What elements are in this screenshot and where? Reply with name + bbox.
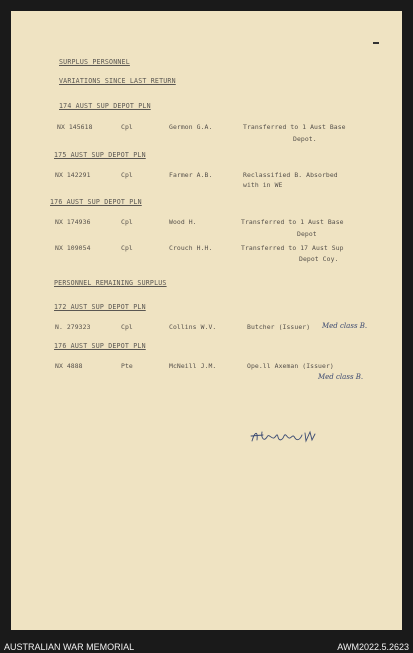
archive-footer	[0, 630, 413, 653]
entry-number: N. 279323	[55, 323, 91, 331]
entry-remark-cont: Depot.	[293, 135, 317, 143]
entry-rank: Cpl	[121, 323, 133, 331]
entry-name: Wood H.	[169, 218, 197, 226]
document-page	[11, 11, 402, 630]
entry-rank: Cpl	[121, 123, 133, 131]
footer-accession-number: AWM2022.5.2623	[337, 642, 409, 652]
entry-name: Crouch H.H.	[169, 244, 213, 252]
entry-number: NX 109054	[55, 244, 91, 252]
section-title: SURPLUS PERSONNEL	[59, 58, 130, 66]
entry-rank: Cpl	[121, 171, 133, 179]
entry-name: McNeill J.M.	[169, 362, 217, 370]
remaining-title: PERSONNEL REMAINING SURPLUS	[54, 279, 167, 287]
group-heading-175: 175 AUST SUP DEPOT PLN	[54, 151, 146, 159]
entry-name: Collins W.V.	[169, 323, 217, 331]
entry-number: NX 174936	[55, 218, 91, 226]
entry-remark: Transferred to 1 Aust Base	[243, 123, 346, 131]
entry-remark: Butcher (Issuer)	[247, 323, 311, 331]
handwritten-annotation: Med class B.	[322, 322, 368, 330]
entry-rank: Cpl	[121, 218, 133, 226]
footer-institution: AUSTRALIAN WAR MEMORIAL	[4, 642, 135, 652]
entry-remark: Reclassified B. Absorbed	[243, 171, 338, 179]
entry-remark-cont: with in WE	[243, 181, 283, 189]
group-heading-176-remaining: 176 AUST SUP DEPOT PLN	[54, 342, 146, 350]
group-heading-176: 176 AUST SUP DEPOT PLN	[50, 198, 142, 206]
entry-remark-cont: Depot	[297, 230, 317, 238]
entry-number: NX 4888	[55, 362, 83, 370]
entry-remark: Ope.ll Axeman (Issuer)	[247, 362, 334, 370]
group-heading-172: 172 AUST SUP DEPOT PLN	[54, 303, 146, 311]
entry-number: NX 145618	[57, 123, 93, 131]
entry-remark: Transferred to 1 Aust Base	[241, 218, 344, 226]
variations-subtitle: VARIATIONS SINCE LAST RETURN	[59, 77, 176, 85]
signature	[249, 429, 321, 445]
entry-name: Farmer A.B.	[169, 171, 213, 179]
group-heading-174: 174 AUST SUP DEPOT PLN	[59, 102, 151, 110]
entry-rank: Cpl	[121, 244, 133, 252]
handwritten-annotation: Med class B.	[318, 373, 364, 381]
ink-mark	[373, 42, 379, 44]
entry-number: NX 142291	[55, 171, 91, 179]
entry-remark: Transferred to 17 Aust Sup	[241, 244, 344, 252]
entry-name: Germon G.A.	[169, 123, 213, 131]
entry-rank: Pte	[121, 362, 133, 370]
entry-remark-cont: Depot Coy.	[299, 255, 339, 263]
